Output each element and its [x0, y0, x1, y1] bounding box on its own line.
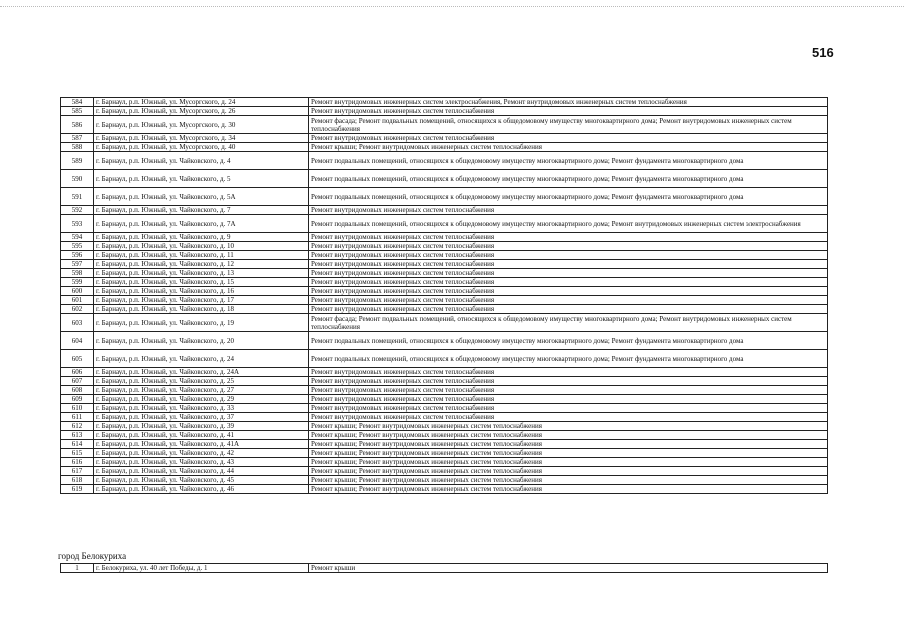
row-address: г. Барнаул, р.п. Южный, ул. Мусоргского, д. 26 [94, 107, 309, 116]
row-number: 611 [61, 413, 94, 422]
row-work-type: Ремонт внутридомовых инженерных систем теплоснабжения [309, 413, 828, 422]
row-number: 608 [61, 386, 94, 395]
row-number: 616 [61, 458, 94, 467]
table-row [61, 440, 828, 449]
table-row [61, 458, 828, 467]
row-number: 612 [61, 422, 94, 431]
table-row [61, 404, 828, 413]
table-row [61, 296, 828, 305]
row-number: 617 [61, 467, 94, 476]
table-row [61, 314, 828, 332]
row-address: г. Барнаул, р.п. Южный, ул. Мусоргского, д. 40 [94, 143, 309, 152]
row-work-type: Ремонт внутридомовых инженерных систем теплоснабжения [309, 368, 828, 377]
row-number: 598 [61, 269, 94, 278]
row-work-type: Ремонт внутридомовых инженерных систем теплоснабжения [309, 296, 828, 305]
row-work-type: Ремонт внутридомовых инженерных систем теплоснабжения [309, 251, 828, 260]
table-row [61, 98, 828, 107]
row-number: 585 [61, 107, 94, 116]
row-number: 610 [61, 404, 94, 413]
table-row [61, 251, 828, 260]
table-row [61, 485, 828, 494]
row-work-type: Ремонт внутридомовых инженерных систем теплоснабжения [309, 206, 828, 215]
section-title: город Белокуриха [58, 551, 127, 561]
row-work-type: Ремонт внутридомовых инженерных систем теплоснабжения [309, 287, 828, 296]
row-number: 591 [61, 188, 94, 206]
row-work-type: Ремонт внутридомовых инженерных систем теплоснабжения [309, 395, 828, 404]
row-work-type: Ремонт крыши; Ремонт внутридомовых инженерных систем теплоснабжения [309, 143, 828, 152]
table-row [61, 386, 828, 395]
row-work-type: Ремонт крыши; Ремонт внутридомовых инженерных систем теплоснабжения [309, 422, 828, 431]
table-row [61, 206, 828, 215]
row-work-type: Ремонт внутридомовых инженерных систем теплоснабжения [309, 404, 828, 413]
row-number: 599 [61, 278, 94, 287]
repair-table [60, 97, 828, 494]
row-work-type: Ремонт фасада; Ремонт подвальных помещений, относящихся к общедомовому имуществу многоквартирного дома; Ремонт внутридомовых инженерных систем теплоснабжения [309, 314, 828, 332]
table-row [61, 564, 828, 573]
row-number: 604 [61, 332, 94, 350]
row-address: г. Барнаул, р.п. Южный, ул. Чайковского, д. 39 [94, 422, 309, 431]
row-address: г. Барнаул, р.п. Южный, ул. Чайковского, д. 46 [94, 485, 309, 494]
row-work-type: Ремонт внутридомовых инженерных систем теплоснабжения [309, 260, 828, 269]
row-address: г. Барнаул, р.п. Южный, ул. Чайковского, д. 41 [94, 431, 309, 440]
row-work-type: Ремонт крыши; Ремонт внутридомовых инженерных систем теплоснабжения [309, 458, 828, 467]
row-address: г. Барнаул, р.п. Южный, ул. Чайковского, д. 5А [94, 188, 309, 206]
row-number: 597 [61, 260, 94, 269]
row-address: г. Барнаул, р.п. Южный, ул. Чайковского, д. 24 [94, 350, 309, 368]
row-work-type: Ремонт крыши [309, 564, 828, 573]
table-row [61, 152, 828, 170]
row-address: г. Барнаул, р.п. Южный, ул. Чайковского, д. 33 [94, 404, 309, 413]
row-work-type: Ремонт подвальных помещений, относящихся к общедомовому имуществу многоквартирного дома; Ремонт фундамента многоквартирного дома [309, 170, 828, 188]
table-row [61, 350, 828, 368]
row-work-type: Ремонт внутридомовых инженерных систем теплоснабжения [309, 269, 828, 278]
table-row [61, 395, 828, 404]
row-address: г. Барнаул, р.п. Южный, ул. Чайковского, д. 15 [94, 278, 309, 287]
row-number: 618 [61, 476, 94, 485]
row-work-type: Ремонт внутридомовых инженерных систем теплоснабжения [309, 134, 828, 143]
table-row [61, 332, 828, 350]
table-row [61, 188, 828, 206]
row-number: 587 [61, 134, 94, 143]
row-address: г. Барнаул, р.п. Южный, ул. Чайковского, д. 29 [94, 395, 309, 404]
row-address: г. Барнаул, р.п. Южный, ул. Чайковского, д. 19 [94, 314, 309, 332]
row-work-type: Ремонт крыши; Ремонт внутридомовых инженерных систем теплоснабжения [309, 467, 828, 476]
table-row [61, 305, 828, 314]
row-address: г. Барнаул, р.п. Южный, ул. Чайковского, д. 12 [94, 260, 309, 269]
row-address: г. Барнаул, р.п. Южный, ул. Чайковского, д. 45 [94, 476, 309, 485]
row-work-type: Ремонт внутридомовых инженерных систем теплоснабжения [309, 233, 828, 242]
row-address: г. Барнаул, р.п. Южный, ул. Чайковского, д. 44 [94, 467, 309, 476]
row-address: г. Барнаул, р.п. Южный, ул. Чайковского, д. 24А [94, 368, 309, 377]
row-work-type: Ремонт подвальных помещений, относящихся к общедомовому имуществу многоквартирного дома; Ремонт внутридомовых инженерных систем электроснабжения [309, 215, 828, 233]
row-number: 589 [61, 152, 94, 170]
table-row [61, 368, 828, 377]
row-address: г. Барнаул, р.п. Южный, ул. Чайковского, д. 13 [94, 269, 309, 278]
table-row [61, 143, 828, 152]
repair-table-body [61, 98, 828, 494]
row-number: 619 [61, 485, 94, 494]
section-table-block [60, 563, 828, 573]
row-address: г. Барнаул, р.п. Южный, ул. Чайковского, д. 42 [94, 449, 309, 458]
row-work-type: Ремонт подвальных помещений, относящихся к общедомовому имуществу многоквартирного дома; Ремонт фундамента многоквартирного дома [309, 332, 828, 350]
row-work-type: Ремонт крыши; Ремонт внутридомовых инженерных систем теплоснабжения [309, 449, 828, 458]
scan-top-line [0, 6, 904, 7]
row-number: 614 [61, 440, 94, 449]
row-work-type: Ремонт крыши; Ремонт внутридомовых инженерных систем теплоснабжения [309, 485, 828, 494]
row-number: 596 [61, 251, 94, 260]
row-address: г. Барнаул, р.п. Южный, ул. Чайковского, д. 37 [94, 413, 309, 422]
table-row [61, 422, 828, 431]
row-address: г. Барнаул, р.п. Южный, ул. Чайковского, д. 17 [94, 296, 309, 305]
row-number: 613 [61, 431, 94, 440]
row-work-type: Ремонт подвальных помещений, относящихся к общедомовому имуществу многоквартирного дома; Ремонт фундамента многоквартирного дома [309, 350, 828, 368]
row-address: г. Барнаул, р.п. Южный, ул. Чайковского, д. 43 [94, 458, 309, 467]
row-number: 606 [61, 368, 94, 377]
table-row [61, 260, 828, 269]
row-work-type: Ремонт внутридомовых инженерных систем теплоснабжения [309, 305, 828, 314]
row-address: г. Барнаул, р.п. Южный, ул. Мусоргского, д. 24 [94, 98, 309, 107]
row-number: 593 [61, 215, 94, 233]
row-work-type: Ремонт внутридомовых инженерных систем теплоснабжения [309, 377, 828, 386]
row-address: г. Барнаул, р.п. Южный, ул. Чайковского, д. 18 [94, 305, 309, 314]
table-row [61, 476, 828, 485]
row-work-type: Ремонт внутридомовых инженерных систем теплоснабжения [309, 386, 828, 395]
row-address: г. Барнаул, р.п. Южный, ул. Чайковского, д. 27 [94, 386, 309, 395]
row-address: г. Барнаул, р.п. Южный, ул. Чайковского, д. 41А [94, 440, 309, 449]
row-work-type: Ремонт крыши; Ремонт внутридомовых инженерных систем теплоснабжения [309, 440, 828, 449]
row-address: г. Барнаул, р.п. Южный, ул. Чайковского, д. 16 [94, 287, 309, 296]
row-number: 588 [61, 143, 94, 152]
row-address: г. Барнаул, р.п. Южный, ул. Мусоргского, д. 30 [94, 116, 309, 134]
table-row [61, 242, 828, 251]
row-number: 600 [61, 287, 94, 296]
row-address: г. Барнаул, р.п. Южный, ул. Мусоргского, д. 34 [94, 134, 309, 143]
row-work-type: Ремонт крыши; Ремонт внутридомовых инженерных систем теплоснабжения [309, 431, 828, 440]
row-number: 605 [61, 350, 94, 368]
row-number: 615 [61, 449, 94, 458]
row-address: г. Барнаул, р.п. Южный, ул. Чайковского, д. 7А [94, 215, 309, 233]
row-work-type: Ремонт внутридомовых инженерных систем теплоснабжения [309, 278, 828, 287]
row-work-type: Ремонт подвальных помещений, относящихся к общедомовому имуществу многоквартирного дома; Ремонт фундамента многоквартирного дома [309, 152, 828, 170]
row-number: 592 [61, 206, 94, 215]
repair-table-block [60, 97, 828, 494]
row-work-type: Ремонт внутридомовых инженерных систем электроснабжения, Ремонт внутридомовых инженерных систем теплоснабжения [309, 98, 828, 107]
row-number: 603 [61, 314, 94, 332]
row-number: 609 [61, 395, 94, 404]
row-work-type: Ремонт подвальных помещений, относящихся к общедомовому имуществу многоквартирного дома; Ремонт фундамента многоквартирного дома [309, 188, 828, 206]
row-work-type: Ремонт крыши; Ремонт внутридомовых инженерных систем теплоснабжения [309, 476, 828, 485]
row-number: 584 [61, 98, 94, 107]
row-number: 602 [61, 305, 94, 314]
table-row [61, 431, 828, 440]
row-address: г. Барнаул, р.п. Южный, ул. Чайковского, д. 4 [94, 152, 309, 170]
row-number: 595 [61, 242, 94, 251]
row-work-type: Ремонт внутридомовых инженерных систем теплоснабжения [309, 107, 828, 116]
table-row [61, 467, 828, 476]
page-number: 516 [812, 45, 834, 60]
table-row [61, 287, 828, 296]
table-row [61, 215, 828, 233]
row-address: г. Барнаул, р.п. Южный, ул. Чайковского, д. 10 [94, 242, 309, 251]
row-address: г. Барнаул, р.п. Южный, ул. Чайковского, д. 9 [94, 233, 309, 242]
table-row [61, 377, 828, 386]
row-number: 586 [61, 116, 94, 134]
row-number: 601 [61, 296, 94, 305]
section-table-body [61, 564, 828, 573]
table-row [61, 413, 828, 422]
row-work-type: Ремонт внутридомовых инженерных систем теплоснабжения [309, 242, 828, 251]
row-address: г. Барнаул, р.п. Южный, ул. Чайковского, д. 20 [94, 332, 309, 350]
row-number: 590 [61, 170, 94, 188]
row-address: г. Барнаул, р.п. Южный, ул. Чайковского, д. 11 [94, 251, 309, 260]
table-row [61, 449, 828, 458]
table-row [61, 233, 828, 242]
section-table [60, 563, 828, 573]
row-address: г. Барнаул, р.п. Южный, ул. Чайковского, д. 25 [94, 377, 309, 386]
table-row [61, 134, 828, 143]
table-row [61, 170, 828, 188]
row-number: 1 [61, 564, 94, 573]
table-row [61, 269, 828, 278]
row-address: г. Белокуриха, ул. 40 лет Победы, д. 1 [94, 564, 309, 573]
row-work-type: Ремонт фасада; Ремонт подвальных помещений, относящихся к общедомовому имуществу многоквартирного дома; Ремонт внутридомовых инженерных систем теплоснабжения [309, 116, 828, 134]
row-address: г. Барнаул, р.п. Южный, ул. Чайковского, д. 5 [94, 170, 309, 188]
row-number: 594 [61, 233, 94, 242]
table-row [61, 107, 828, 116]
table-row [61, 278, 828, 287]
row-number: 607 [61, 377, 94, 386]
row-address: г. Барнаул, р.п. Южный, ул. Чайковского, д. 7 [94, 206, 309, 215]
table-row [61, 116, 828, 134]
